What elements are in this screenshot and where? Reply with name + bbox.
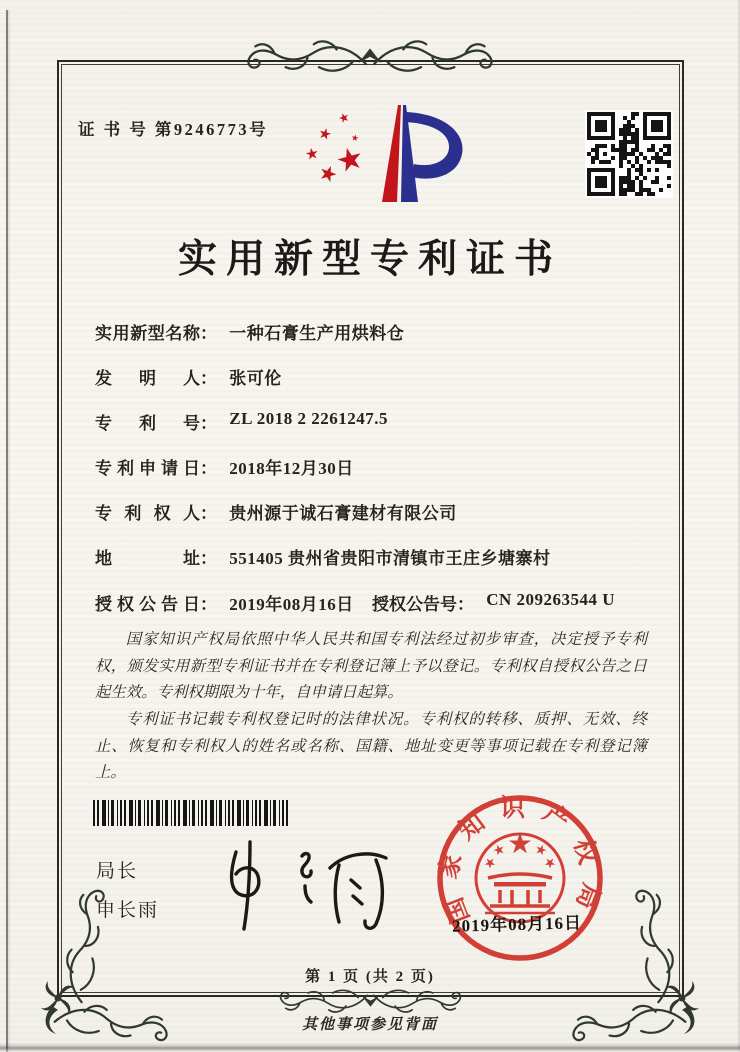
field-row-filing-date (95, 454, 655, 478)
field-label: 专利权人 (95, 504, 200, 523)
colon: ： (200, 324, 217, 343)
page-number: 第 1 页 (共 2 页) (305, 969, 435, 985)
field-label: 发明人 (95, 369, 200, 388)
barcode (93, 800, 291, 826)
field-value: 贵州源于诚石膏建材有限公司 (229, 504, 457, 523)
field-label: 授权公告日 (95, 595, 200, 614)
colon: ： (200, 549, 217, 568)
logo-stars (305, 112, 364, 184)
signer-name: 申长雨 (96, 900, 160, 921)
grant-date-value: 2019年08月16日 (229, 595, 354, 614)
legal-paragraph-1: 国家知识产权局依照中华人民共和国专利法经过初步审查，决定授予专利权，颁发实用新型专利证书并在专利登记簿上予以登记。专利权自授权公告之日起生效。专利权期限为十年，自申请日起算。 (95, 631, 647, 702)
cnipa-logo (298, 100, 473, 208)
field-row-inventor (95, 364, 655, 388)
top-center-flourish-ornament (245, 39, 495, 87)
certificate-number: 证 书 号 第9246773号 (78, 120, 269, 139)
field-row-patentee (95, 499, 655, 523)
legal-paragraph-2: 专利证书记载专利权登记时的法律状况。专利权的转移、质押、无效、终止、恢复和专利权人的姓名或名称、国籍、地址变更等事项记载在专利登记簿上。 (95, 710, 647, 782)
field-label: 地址 (95, 549, 200, 568)
colon: ： (200, 414, 217, 433)
field-label: 专利号 (95, 414, 200, 433)
field-label: 专利申请日 (95, 459, 200, 478)
scan-edge-bottom (0, 1042, 740, 1052)
grant-number-pair (372, 590, 615, 615)
handwritten-signature (205, 838, 397, 933)
field-value: 551405 贵州省贵阳市清镇市王庄乡塘寨村 (229, 549, 551, 568)
colon: ： (200, 369, 217, 388)
field-label: 实用新型名称 (95, 324, 200, 343)
grant-number-value: CN 209263544 U (486, 590, 616, 609)
field-row-address (95, 544, 655, 568)
colon: ： (200, 504, 217, 523)
seal-text: 国家知识产权局 (434, 795, 606, 927)
qr-code (585, 110, 673, 198)
field-row-utility-model-name (95, 319, 655, 343)
certificate-title: 实用新型专利证书 (177, 238, 562, 281)
footer-note: 其他事项参见背面 (301, 1017, 438, 1033)
field-value: ZL 2018 2 2261247.5 (229, 409, 388, 428)
legal-text (95, 627, 647, 787)
seal-date: 2019年08月16日 (451, 913, 583, 936)
colon: ： (457, 595, 474, 614)
colon: ： (200, 459, 217, 478)
field-value: 张可伦 (229, 369, 282, 388)
signer-title: 局长 (96, 861, 139, 882)
field-label: 授权公告号 (372, 595, 457, 614)
field-value: 一种石膏生产用烘料仓 (229, 324, 405, 343)
signer-block (96, 856, 159, 934)
official-seal (430, 790, 610, 970)
field-row-patent-number (95, 409, 655, 433)
scan-edge-left (6, 10, 8, 1052)
field-row-grant (95, 590, 655, 614)
colon: ： (200, 595, 217, 614)
field-value: 2018年12月30日 (229, 459, 354, 478)
